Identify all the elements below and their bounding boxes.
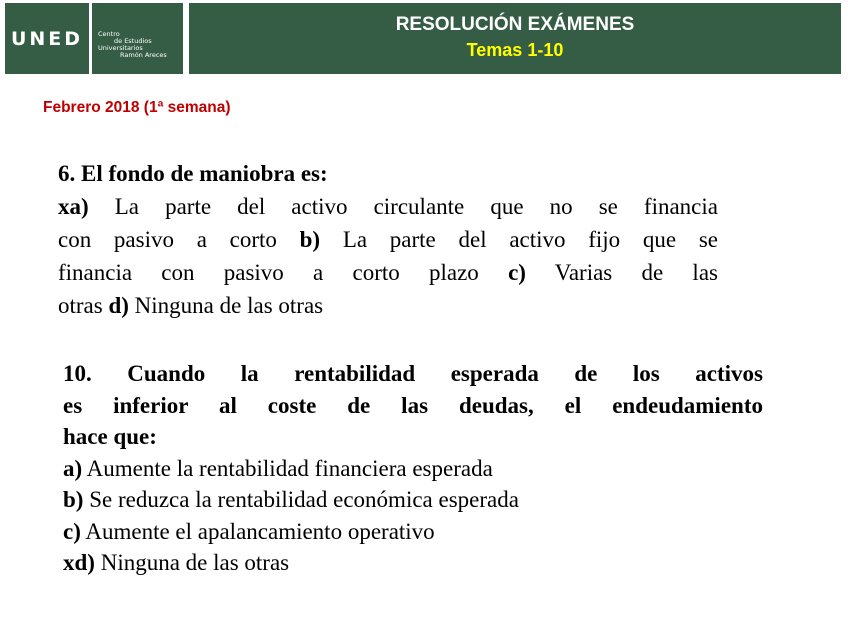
option-text: Aumente la rentabilidad financiera esperada [82,455,493,481]
question-line [58,289,718,322]
page-title: RESOLUCIÓN EXÁMENES [395,14,635,35]
question-heading: 10. Cuando la rentabilidad esperada de los activos [63,361,763,386]
exam-date: Febrero 2018 (1ª semana) [43,99,231,116]
option-marker: b) [63,487,84,512]
option-text: La parte del activo fijo que se [320,227,719,252]
option-marker: a) [63,455,83,481]
option-text: otras [58,293,109,318]
option-text: Ninguna de las otras [128,293,324,318]
question-10 [63,358,763,579]
answer-option [63,547,763,579]
option-text: financia con pasivo a corto plazo [58,260,509,285]
answer-option [63,453,763,485]
answer-option [63,516,763,548]
option-text: Aumente el apalancamiento operativo [80,518,435,544]
question-line [58,256,718,289]
option-text: con pasivo a corto [58,227,300,252]
question-6 [58,157,718,322]
option-text: Ninguna de las otras [94,550,290,575]
question-line [58,223,718,256]
page-subtitle: Temas 1-10 [466,40,564,60]
option-text: Varias de las [525,260,718,285]
question-heading: hace que: [63,424,157,449]
center-line: Ramón Areces [120,51,167,59]
option-marker: xa) [58,194,89,219]
uned-logo [5,3,89,74]
option-text: Se reduzca la rentabilidad económica esperada [83,487,519,512]
header [0,0,848,80]
title-banner [189,3,841,74]
question-heading: 6. El fondo de maniobra es: [58,161,328,186]
uned-logo-text: UNED [10,27,84,50]
option-marker: c) [508,260,526,285]
center-line: de Estudios [114,37,152,45]
option-marker: xd) [63,550,95,575]
center-logo-text [98,31,167,59]
question-heading: es inferior al coste de las deudas, el endeudamiento [63,392,763,418]
center-line: Universitarios [98,44,143,52]
center-line: Centro [98,30,120,38]
option-text: La parte del activo circulante que no se financia [88,194,718,219]
answer-option [63,484,763,516]
option-marker: b) [299,227,321,252]
option-marker: d) [108,293,129,318]
option-marker: c) [63,518,81,544]
center-logo [92,3,183,74]
question-line [58,190,718,223]
